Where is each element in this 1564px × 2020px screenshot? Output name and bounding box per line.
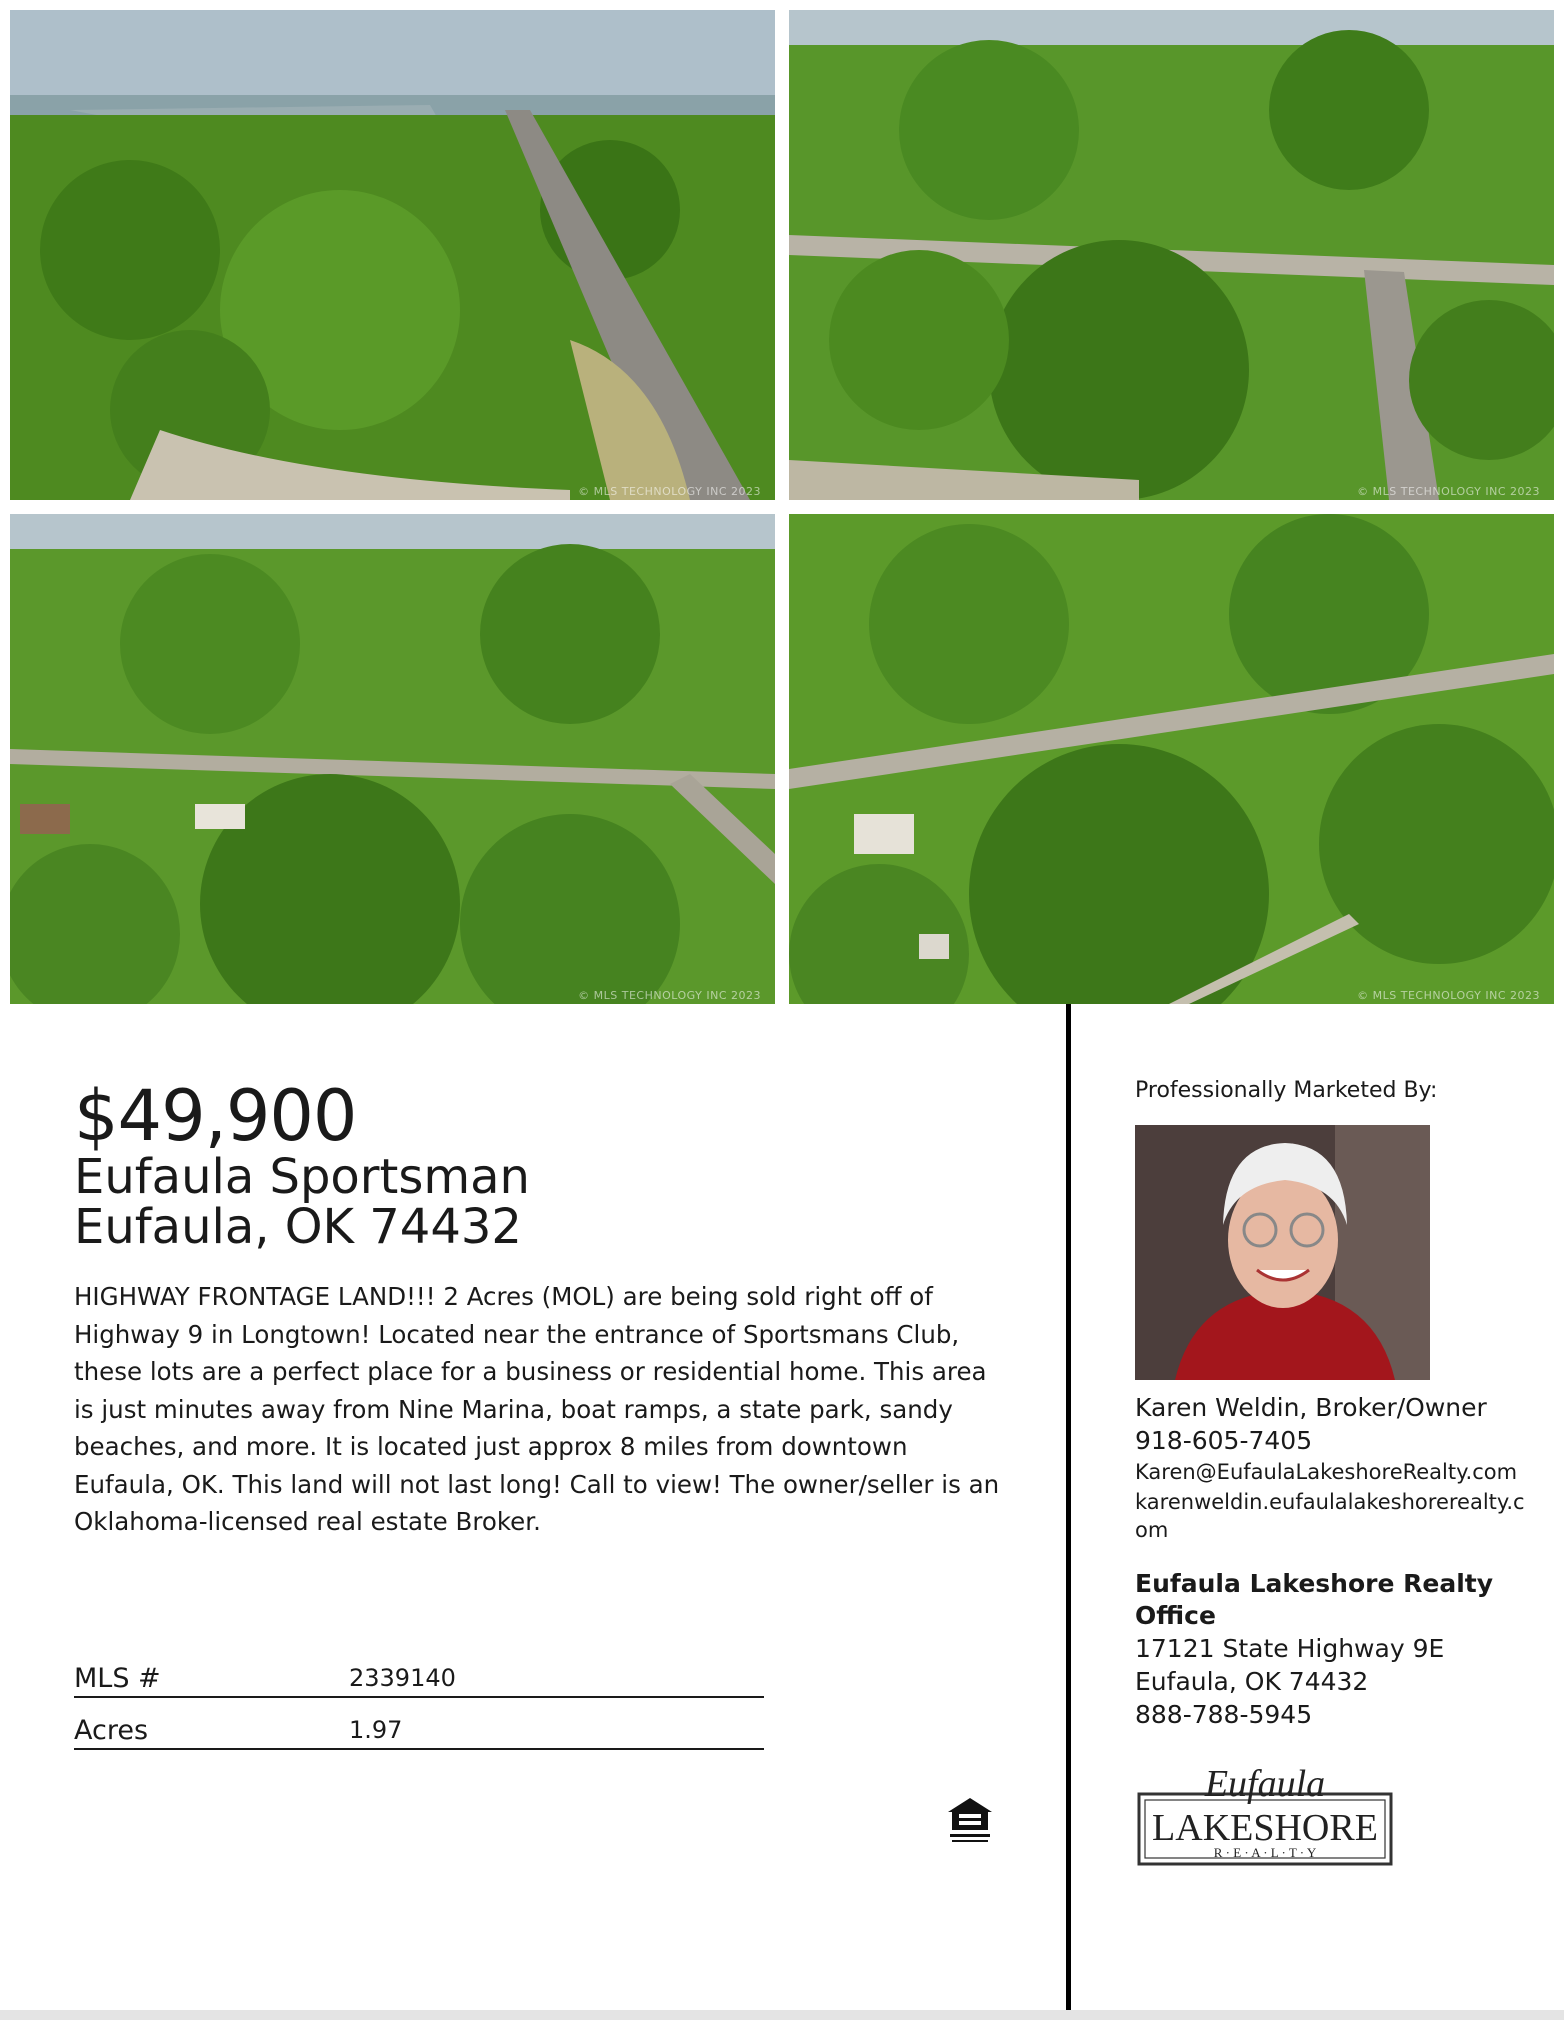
fact-value: 1.97 — [349, 1716, 403, 1744]
aerial-photo-4 — [789, 514, 1554, 1004]
listing-price: $49,900 — [74, 1075, 357, 1157]
fact-row-acres — [74, 1698, 764, 1750]
fact-label: Acres — [74, 1715, 149, 1746]
fact-label: MLS # — [74, 1663, 161, 1694]
photo-watermark: © MLS TECHNOLOGY INC 2023 — [1357, 989, 1540, 1002]
equal-housing-icon-graphic — [944, 1796, 996, 1846]
aerial-photo-1-image — [10, 10, 775, 500]
agent-name: Karen Weldin, Broker/Owner — [1135, 1393, 1487, 1422]
facts-table — [74, 1646, 764, 1750]
office-address-line1: 17121 State Highway 9E — [1135, 1634, 1445, 1663]
office-name: Eufaula Lakeshore Realty Office — [1135, 1569, 1494, 1630]
office-phone[interactable]: 888-788-5945 — [1135, 1700, 1313, 1729]
aerial-photo-3-image — [10, 514, 775, 1004]
agent-portrait-image — [1135, 1125, 1430, 1380]
agent-website[interactable]: karenweldin.eufaulalakeshorerealty.com — [1135, 1490, 1525, 1542]
aerial-photo-3 — [10, 514, 775, 1004]
aerial-photo-1 — [10, 10, 775, 500]
agent-phone[interactable]: 918-605-7405 — [1135, 1426, 1313, 1455]
logo-main-text: LAKESHORE — [1152, 1807, 1378, 1849]
property-name: Eufaula Sportsman — [74, 1149, 530, 1205]
photo-watermark: © MLS TECHNOLOGY INC 2023 — [578, 485, 761, 498]
aerial-photo-2-image — [789, 10, 1554, 500]
aerial-photo-2 — [789, 10, 1554, 500]
photo-watermark: © MLS TECHNOLOGY INC 2023 — [1357, 485, 1540, 498]
office-address-line2: Eufaula, OK 74432 — [1135, 1667, 1369, 1696]
logo-sub-text: R · E · A · L · T · Y — [1213, 1845, 1317, 1860]
aerial-photo-4-image — [789, 514, 1554, 1004]
logo-script-text: Eufaula — [1204, 1763, 1326, 1805]
fact-value: 2339140 — [349, 1664, 456, 1692]
agent-email[interactable]: Karen@EufaulaLakeshoreRealty.com — [1135, 1460, 1518, 1484]
brokerage-logo — [1135, 1760, 1395, 1870]
fact-row-mls — [74, 1646, 764, 1698]
property-description: HIGHWAY FRONTAGE LAND!!! 2 Acres (MOL) are being sold right off of Highway 9 in Longtown! Located near the entrance of Sportsmans Club, these lots are a perfect place for a business or residential home. This area is just minutes away from Nine Marina, boat ramps, a state park, sandy beaches, and more. It is located just approx 8 miles from downtown Eufaula, OK. This land will not last long! Call to view! The owner/seller is an Oklahoma-licensed real estate Broker. — [74, 1282, 1000, 1536]
photo-watermark: © MLS TECHNOLOGY INC 2023 — [578, 989, 761, 1002]
agent-portrait — [1135, 1125, 1430, 1380]
page-bottom-band — [0, 2010, 1564, 2020]
column-divider — [1066, 1004, 1071, 2010]
marketed-by-label: Professionally Marketed By: — [1135, 1078, 1438, 1103]
property-city: Eufaula, OK 74432 — [74, 1199, 522, 1255]
equal-housing-icon — [944, 1796, 996, 1846]
